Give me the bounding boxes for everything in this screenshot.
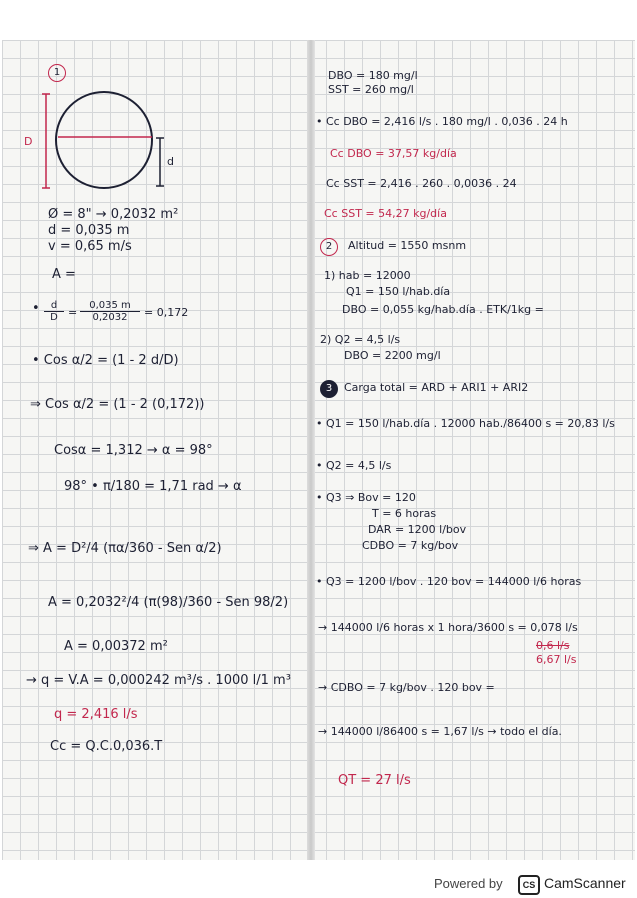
q3-bovines: • Q3 ⇒ Bov = 120 [316, 491, 416, 504]
ratio-values: $\frac{0,035 m}{0,2032}$ [80, 300, 140, 323]
powered-by-label: Powered by [434, 876, 503, 891]
total-load: Carga total = ARD + ARI1 + ARI2 [344, 381, 529, 394]
camscanner-logo-icon: CS [518, 875, 540, 895]
altitude-value: Altitud = 1550 msnm [348, 239, 467, 252]
csst-result: Cc SST = 54,27 kg/día [324, 207, 447, 220]
d-value: d = 0,035 m [48, 223, 130, 238]
cdbo-bovine-calculation: → CDBO = 7 kg/bov . 120 bov = [318, 681, 495, 694]
daily-flow: → 144000 l/86400 s = 1,67 l/s → todo el día. [318, 725, 562, 738]
time-value: T = 6 horas [372, 507, 437, 520]
cdbo-per-bovine: CDBO = 7 kg/bov [362, 539, 459, 552]
hour-conversion: → 144000 l/6 horas x 1 hora/3600 s = 0,078 l/s [318, 621, 578, 634]
cc-formula: Cc = Q.C.0,036.T [50, 739, 163, 754]
diagram-label-D: D [24, 135, 33, 148]
cdbo-calculation: • Cc DBO = 2,416 l/s . 180 mg/l . 0,036 . 24 h [316, 115, 568, 128]
section-number-3: 3 [320, 380, 338, 398]
q1-value: Q1 = 150 l/hab.día [346, 285, 451, 298]
sst-value: SST = 260 mg/l [328, 83, 414, 96]
notebook-page [2, 40, 635, 860]
cos-formula: • Cos α/2 = (1 - 2 d/D) [32, 353, 179, 368]
notebook-spine [307, 40, 315, 860]
q1-calculation: • Q1 = 150 l/hab.día . 12000 hab./86400 s = 20,83 l/s [316, 417, 615, 430]
q2-value: • Q2 = 4,5 l/s [316, 459, 392, 472]
section-number-1: 1 [48, 64, 66, 82]
struck-result: 0,6 l/s [536, 639, 570, 652]
csst-calculation: Cc SST = 2,416 . 260 . 0,0036 . 24 [326, 177, 517, 190]
dbo-value: DBO = 180 mg/l [328, 69, 418, 82]
conversion-result: 6,67 l/s [536, 653, 577, 666]
radian-conversion: 98° • π/180 = 1,71 rad → α [64, 479, 242, 494]
dbo-item-2: DBO = 2200 mg/l [344, 349, 441, 362]
camscanner-brand: CamScanner [544, 875, 626, 891]
diagram-label-d: d [167, 155, 174, 168]
cdbo-result: Cc DBO = 37,57 kg/día [330, 147, 457, 160]
flow-calculation: → q = V.A = 0,000242 m³/s . 1000 l/1 m³ [26, 673, 291, 688]
ratio-result: = 0,172 [144, 306, 189, 319]
v-value: v = 0,65 m/s [48, 239, 132, 254]
item-2-q2: 2) Q2 = 4,5 l/s [320, 333, 401, 346]
area-formula: ⇒ A = D²/4 (πα/360 - Sen α/2) [28, 541, 222, 556]
dar-value: DAR = 1200 l/bov [368, 523, 467, 536]
dbo-per-capita: DBO = 0,055 kg/hab.día . ETK/1kg = [342, 303, 544, 316]
ratio-equals: = [68, 306, 78, 319]
cos-substitution: ⇒ Cos α/2 = (1 - 2 (0,172)) [30, 397, 205, 412]
cos-result: Cosα = 1,312 → α = 98° [54, 443, 213, 458]
area-result: A = 0,00372 m² [64, 639, 168, 654]
pipe-cross-section-diagram [32, 90, 192, 200]
ratio-d-over-D: $\frac{d}{D}$ [44, 300, 64, 323]
area-substitution: A = 0,2032²/4 (π(98)/360 - Sen 98/2) [48, 595, 289, 610]
section-number-2: 2 [320, 238, 338, 256]
total-flow: QT = 27 l/s [338, 773, 411, 788]
scanner-footer [0, 868, 637, 898]
diameter-value: Ø = 8" → 0,2032 m² [48, 207, 179, 222]
item-1-habitants: 1) hab = 12000 [324, 269, 411, 282]
bullet: • [32, 301, 40, 316]
q3-calculation: • Q3 = 1200 l/bov . 120 bov = 144000 l/6 horas [316, 575, 582, 588]
area-label: A = [52, 267, 76, 282]
flow-result: q = 2,416 l/s [54, 707, 138, 722]
